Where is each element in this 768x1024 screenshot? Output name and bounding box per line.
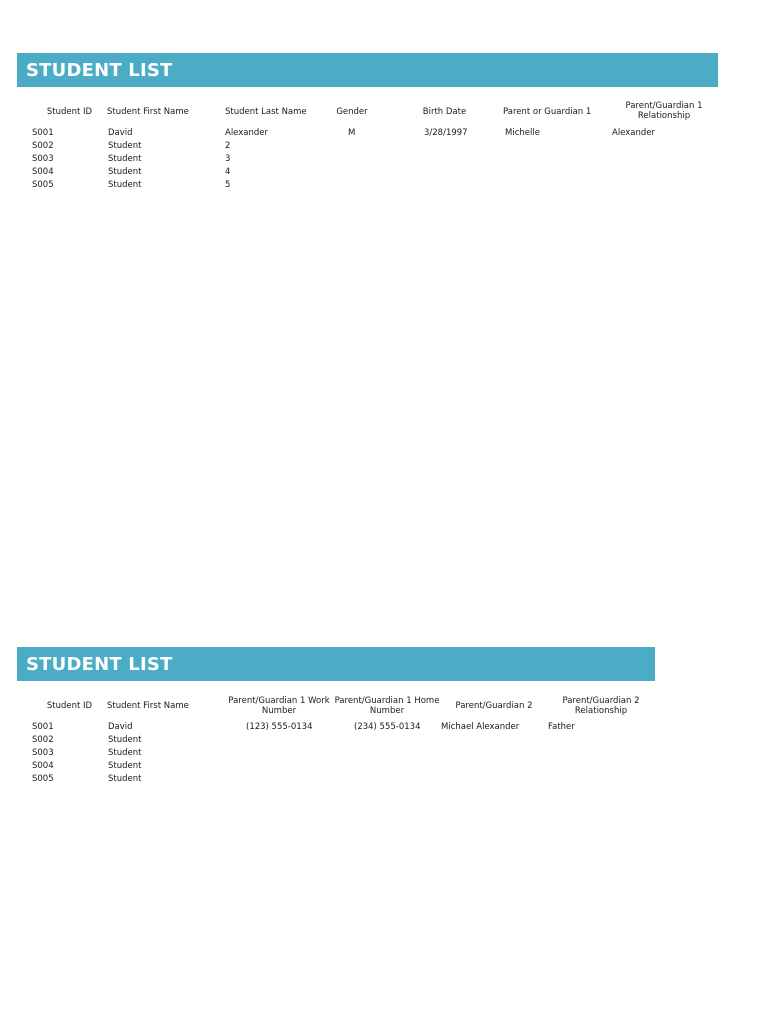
cell-guardian-1-work-number: (123) 555-0134 (246, 722, 313, 732)
cell-first-name: David (108, 128, 133, 138)
cell-guardian-1-relationship: Alexander (612, 128, 656, 138)
section-title: STUDENT LIST (17, 53, 718, 87)
guardian-contact-table (17, 681, 655, 791)
cell-student-id: S002 (32, 735, 54, 745)
col-header-guardian-2-relationship: Parent/Guardian 2 Relationship (562, 696, 640, 716)
cell-first-name: Student (108, 748, 142, 758)
cell-first-name: Student (108, 761, 142, 771)
student-table (17, 87, 718, 197)
col-header-student-id: Student ID (46, 107, 93, 117)
cell-student-id: S001 (32, 128, 54, 138)
cell-last-name: 3 (225, 154, 231, 164)
cell-last-name: 5 (225, 180, 231, 190)
col-header-guardian-1-home-number: Parent/Guardian 1 Home Number (334, 696, 440, 716)
cell-first-name: Student (108, 180, 142, 190)
cell-guardian-2: Michael Alexander (441, 722, 520, 732)
cell-last-name: 2 (225, 141, 231, 151)
cell-student-id: S005 (32, 180, 54, 190)
cell-student-id: S002 (32, 141, 54, 151)
cell-student-id: S001 (32, 722, 54, 732)
student-list-section-2 (17, 647, 655, 791)
cell-last-name: 4 (225, 167, 231, 177)
col-header-birth-date: Birth Date (422, 107, 467, 117)
cell-guardian-2-relationship: Father (548, 722, 575, 732)
col-header-student-id: Student ID (46, 701, 93, 711)
cell-first-name: Student (108, 141, 142, 151)
col-header-guardian-2: Parent/Guardian 2 (455, 701, 533, 711)
col-header-last-name: Student Last Name (225, 107, 307, 117)
cell-guardian-1: Michelle (505, 128, 540, 138)
cell-student-id: S004 (32, 167, 54, 177)
cell-gender: M (348, 128, 356, 138)
cell-student-id: S004 (32, 761, 54, 771)
cell-student-id: S005 (32, 774, 54, 784)
cell-last-name: Alexander (225, 128, 269, 138)
col-header-gender: Gender (336, 107, 368, 117)
section-title: STUDENT LIST (17, 647, 655, 681)
cell-first-name: Student (108, 774, 142, 784)
col-header-guardian-1: Parent or Guardian 1 (503, 107, 592, 117)
student-list-section-1 (17, 53, 718, 197)
col-header-guardian-1-relationship: Parent/Guardian 1 Relationship (625, 101, 703, 121)
cell-first-name: Student (108, 167, 142, 177)
col-header-guardian-1-work-number: Parent/Guardian 1 Work Number (228, 696, 330, 716)
cell-birth-date: 3/28/1997 (424, 128, 468, 138)
cell-first-name: David (108, 722, 133, 732)
cell-guardian-1-home-number: (234) 555-0134 (354, 722, 421, 732)
cell-first-name: Student (108, 154, 142, 164)
cell-first-name: Student (108, 735, 142, 745)
col-header-first-name: Student First Name (107, 107, 189, 117)
cell-student-id: S003 (32, 748, 54, 758)
cell-student-id: S003 (32, 154, 54, 164)
col-header-first-name: Student First Name (107, 701, 189, 711)
